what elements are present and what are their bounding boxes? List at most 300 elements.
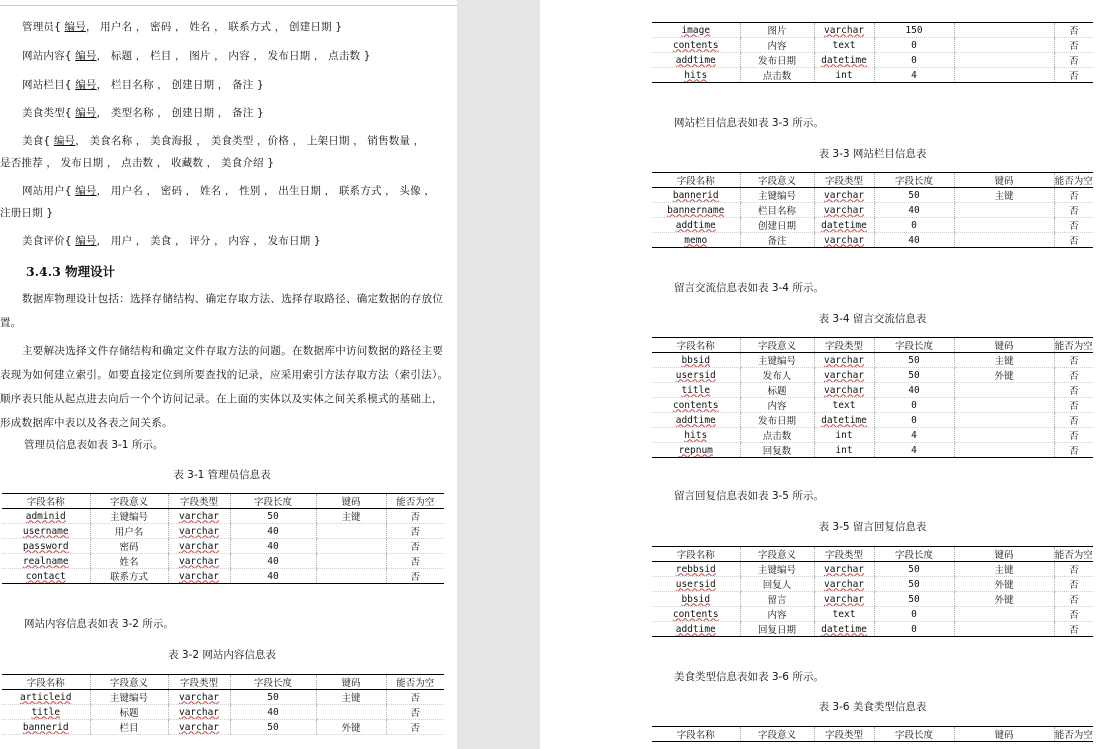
table-cell-box	[874, 592, 954, 607]
table-row	[2, 554, 444, 569]
food-type-table	[652, 726, 1093, 742]
table-cell-box	[874, 413, 954, 428]
table-cell: text	[832, 399, 856, 411]
entity-line	[0, 155, 450, 170]
entity-line	[0, 205, 450, 220]
table-cell: varchar	[823, 234, 865, 246]
table-cell: 否	[1068, 610, 1079, 621]
table-cell-box	[954, 577, 1054, 592]
table-cell-box	[230, 509, 316, 524]
table-cell: 40	[908, 204, 920, 216]
table-cell-box	[954, 428, 1054, 443]
table-cell-box	[386, 569, 444, 584]
column-header: 字段名称	[652, 727, 740, 742]
table-cell-box	[814, 562, 874, 577]
table-cell-box	[1054, 38, 1093, 53]
entity-key-field: 编号	[64, 21, 86, 33]
table-cell-box	[740, 68, 814, 83]
table-cell-box	[652, 233, 740, 248]
table-cell-box	[814, 218, 874, 233]
table-row	[652, 23, 1093, 38]
column-header: 字段类型	[814, 338, 874, 353]
table-cell: 40	[267, 706, 279, 718]
table-cell: 主键	[994, 191, 1014, 202]
table-cell: realname	[22, 555, 69, 567]
table-cell-box	[652, 218, 740, 233]
table-cell-box	[652, 577, 740, 592]
table-cell: 外键	[341, 723, 361, 734]
table-cell-box	[740, 428, 814, 443]
table-cell-box	[652, 413, 740, 428]
table-cell-box	[874, 23, 954, 38]
table-cell: contact	[25, 570, 66, 582]
table-cell: 栏目	[119, 723, 139, 734]
table-cell-box	[874, 398, 954, 413]
table-cell-box	[652, 398, 740, 413]
table-cell-box	[168, 509, 230, 524]
entity-key-field: 编号	[75, 185, 97, 197]
table-cell: 否	[1068, 625, 1079, 636]
table-cell-box	[2, 690, 90, 705]
entity-fields: ， 类型名称 ， 创建日期 ， 备注 }	[96, 107, 264, 119]
table-cell-box	[168, 705, 230, 720]
table-row	[2, 569, 444, 584]
table-cell: username	[22, 525, 69, 537]
table-cell-box	[954, 368, 1054, 383]
table-cell: 否	[1068, 221, 1079, 232]
table-header-row	[652, 173, 1093, 188]
column-header: 键码	[316, 494, 386, 509]
table-cell-box	[1054, 443, 1093, 458]
column-header: 字段名称	[652, 547, 740, 562]
table-cell-box	[316, 705, 386, 720]
entity-name: 网站栏目{	[22, 79, 76, 91]
table-cell-box	[1054, 203, 1093, 218]
table-cell: 主键	[994, 356, 1014, 367]
table-cell-box	[1054, 23, 1093, 38]
table-cell-box	[1054, 622, 1093, 637]
table-cell: 40	[267, 555, 279, 567]
table-cell: addtime	[675, 54, 716, 66]
table-cell-box	[874, 622, 954, 637]
table-cell-box	[740, 38, 814, 53]
table-cell-box	[874, 383, 954, 398]
table-cell-box	[954, 23, 1054, 38]
entity-key-field: 编号	[53, 135, 76, 147]
column-header: 能否为空	[386, 494, 444, 509]
table-cell-box	[874, 53, 954, 68]
table-cell: datetime	[821, 219, 867, 231]
entity-key-field: 编号	[75, 235, 97, 247]
table-cell-box	[652, 383, 740, 398]
table-caption: 表 3-3 网站栏目信息表	[818, 148, 927, 160]
table-cell-box	[814, 368, 874, 383]
table-cell: 50	[267, 510, 279, 522]
table-cell-box	[90, 720, 168, 735]
table-cell-box	[874, 577, 954, 592]
table-cell: 否	[410, 572, 420, 583]
table-cell-box	[386, 705, 444, 720]
entity-line	[22, 133, 457, 148]
column-header: 字段类型	[814, 727, 874, 742]
table-cell: varchar	[178, 525, 220, 537]
table-cell: 标题	[119, 708, 139, 719]
table-cell-box	[874, 443, 954, 458]
table-caption: 表 3-1 管理员信息表	[173, 469, 271, 481]
table-cell: 内容	[767, 41, 787, 52]
table-row	[2, 720, 444, 735]
column-header: 字段长度	[874, 173, 954, 188]
table-cell: 0	[911, 399, 917, 411]
table-cell: 回复数	[762, 446, 792, 457]
table-cell: 标题	[767, 386, 787, 397]
table-cell-box	[90, 554, 168, 569]
table-cell-box	[740, 607, 814, 622]
table-cell-box	[954, 38, 1054, 53]
table-cell-box	[316, 720, 386, 735]
table-cell: varchar	[178, 706, 220, 718]
column-header: 键码	[954, 338, 1054, 353]
table-cell: bannername	[667, 204, 725, 216]
table-cell: 否	[1068, 446, 1079, 457]
table-cell-box	[168, 720, 230, 735]
entity-key-field: 编号	[75, 79, 97, 91]
table-row	[652, 428, 1093, 443]
table-header-row	[652, 338, 1093, 353]
table-cell: contents	[672, 608, 719, 620]
table-cell: usersid	[675, 369, 716, 381]
table-cell: 否	[410, 557, 420, 568]
entity-name: 美食评价{	[22, 235, 76, 247]
table-cell: 回复人	[762, 580, 792, 591]
table-cell-box	[168, 539, 230, 554]
table-cell: 4	[911, 69, 917, 81]
table-cell: title	[681, 384, 711, 396]
table-cell-box	[652, 203, 740, 218]
table-cell: 发布日期	[757, 56, 796, 67]
table-cell-box	[874, 607, 954, 622]
table-cell-box	[90, 705, 168, 720]
table-cell-box	[954, 188, 1054, 203]
table-cell-box	[814, 592, 874, 607]
table-cell: 否	[1068, 565, 1079, 576]
article-table-continued	[652, 22, 1093, 83]
table-cell-box	[90, 524, 168, 539]
table-cell: 发布人	[762, 371, 792, 382]
table-row	[652, 53, 1093, 68]
table-cell: 40	[267, 540, 279, 552]
table-intro-note: 网站内容信息表如表 3-2 所示。	[24, 618, 174, 630]
column-header: 字段意义	[90, 494, 168, 509]
table-caption: 表 3-5 留言回复信息表	[818, 521, 927, 533]
table-cell: 否	[410, 527, 420, 538]
table-cell-box	[1054, 233, 1093, 248]
table-cell: 外键	[994, 580, 1014, 591]
table-cell-box	[740, 188, 814, 203]
table-cell: 回复日期	[757, 625, 796, 636]
table-cell: varchar	[823, 204, 865, 216]
table-cell-box	[652, 607, 740, 622]
table-cell: 否	[1068, 416, 1079, 427]
table-cell: 否	[410, 542, 420, 553]
table-row	[652, 383, 1093, 398]
table-cell-box	[740, 53, 814, 68]
table-cell-box	[954, 218, 1054, 233]
table-cell-box	[386, 690, 444, 705]
table-cell-box	[814, 443, 874, 458]
table-cell: 备注	[767, 236, 787, 247]
table-cell: repnum	[678, 444, 713, 456]
table-cell-box	[954, 607, 1054, 622]
table-cell-box	[90, 539, 168, 554]
table-cell: varchar	[823, 563, 865, 575]
table-cell-box	[230, 569, 316, 584]
table-cell-box	[954, 592, 1054, 607]
table-cell: 否	[1068, 236, 1079, 247]
table-row	[652, 607, 1093, 622]
entity-fields: ， 用户名 ， 密码 ， 姓名 ， 性别 ， 出生日期 ， 联系方式 ， 头像 ，	[96, 185, 436, 197]
column-header: 字段长度	[230, 675, 316, 690]
table-cell: 否	[410, 708, 420, 719]
table-cell-box	[740, 622, 814, 637]
table-cell: 否	[1068, 71, 1079, 82]
table-row	[652, 562, 1093, 577]
table-cell-box	[954, 353, 1054, 368]
entity-fields: ， 栏目名称 ， 创建日期 ， 备注 }	[96, 79, 264, 91]
table-intro-note: 管理员信息表如表 3-1 所示。	[24, 439, 164, 451]
table-cell: 否	[1068, 595, 1079, 606]
table-cell: 50	[908, 189, 920, 201]
table-cell: memo	[684, 234, 708, 246]
entity-line	[22, 183, 457, 198]
table-cell-box	[954, 233, 1054, 248]
column-header: 字段类型	[168, 494, 230, 509]
document-page-left	[0, 0, 457, 749]
table-cell: 50	[908, 578, 920, 590]
table-cell: 密码	[119, 542, 139, 553]
table-row	[652, 622, 1093, 637]
table-cell-box	[1054, 607, 1093, 622]
table-cell-box	[1054, 592, 1093, 607]
table-cell-box	[2, 569, 90, 584]
table-cell-box	[2, 539, 90, 554]
table-cell: varchar	[178, 570, 220, 582]
table-cell: 0	[911, 414, 917, 426]
table-row	[2, 509, 444, 524]
table-cell: bbsid	[681, 354, 711, 366]
table-cell: addtime	[675, 414, 716, 426]
table-cell-box	[954, 443, 1054, 458]
table-cell: datetime	[821, 414, 867, 426]
entity-key-field: 编号	[75, 50, 97, 62]
table-cell-box	[954, 383, 1054, 398]
table-cell: 40	[267, 570, 279, 582]
table-cell-box	[386, 509, 444, 524]
column-header: 字段名称	[652, 173, 740, 188]
entity-line	[22, 105, 457, 120]
table-cell-box	[740, 203, 814, 218]
table-cell-box	[740, 23, 814, 38]
table-cell: title	[31, 706, 61, 718]
table-cell-box	[1054, 398, 1093, 413]
table-cell-box	[652, 622, 740, 637]
table-cell: 否	[1068, 41, 1079, 52]
table-cell: varchar	[178, 721, 220, 733]
table-cell: bbsid	[681, 593, 711, 605]
table-cell-box	[814, 413, 874, 428]
table-cell: varchar	[823, 24, 865, 36]
table-cell-box	[814, 622, 874, 637]
bbs-table	[652, 337, 1093, 458]
column-header: 字段类型	[814, 547, 874, 562]
table-cell-box	[2, 554, 90, 569]
table-row	[652, 368, 1093, 383]
table-cell-box	[814, 233, 874, 248]
table-caption: 表 3-2 网站内容信息表	[168, 649, 276, 661]
table-header-row	[2, 494, 444, 509]
table-cell: 联系方式	[109, 572, 148, 583]
table-cell: 0	[911, 623, 917, 635]
table-row	[652, 203, 1093, 218]
table-cell-box	[230, 720, 316, 735]
table-cell: varchar	[823, 578, 865, 590]
entity-key-field: 编号	[75, 107, 97, 119]
table-cell: 4	[911, 444, 917, 456]
table-cell-box	[316, 509, 386, 524]
table-cell: 主键	[341, 693, 361, 704]
table-cell-box	[2, 720, 90, 735]
table-cell: 否	[1068, 580, 1079, 591]
column-header: 能否为空	[386, 675, 444, 690]
table-cell-box	[386, 524, 444, 539]
table-cell-box	[954, 562, 1054, 577]
table-intro-note: 留言交流信息表如表 3-4 所示。	[674, 282, 824, 294]
table-cell-box	[740, 592, 814, 607]
table-cell: 否	[1068, 356, 1079, 367]
table-cell-box	[230, 524, 316, 539]
table-cell: 否	[410, 693, 420, 704]
table-cell-box	[814, 577, 874, 592]
entity-line	[22, 77, 457, 92]
table-cell: 发布日期	[757, 416, 796, 427]
column-header: 字段名称	[652, 338, 740, 353]
table-header-row	[652, 547, 1093, 562]
table-cell: 点击数	[762, 431, 792, 442]
reply-table	[652, 546, 1093, 637]
table-cell-box	[1054, 413, 1093, 428]
table-cell: 50	[908, 354, 920, 366]
table-row	[652, 233, 1093, 248]
table-cell-box	[954, 622, 1054, 637]
table-cell: contents	[672, 39, 719, 51]
table-cell: 姓名	[119, 557, 139, 568]
table-cell-box	[168, 569, 230, 584]
table-cell-box	[814, 353, 874, 368]
table-header-row	[652, 727, 1093, 742]
table-cell-box	[954, 398, 1054, 413]
table-row	[2, 690, 444, 705]
column-header: 能否为空	[1054, 173, 1093, 188]
table-cell: 主键编号	[109, 693, 148, 704]
table-cell-box	[1054, 577, 1093, 592]
table-cell-box	[740, 383, 814, 398]
table-cell-box	[652, 443, 740, 458]
table-cell: varchar	[823, 593, 865, 605]
table-row	[652, 218, 1093, 233]
table-row	[2, 524, 444, 539]
table-row	[652, 443, 1093, 458]
table-cell-box	[230, 554, 316, 569]
table-cell-box	[652, 38, 740, 53]
table-cell: varchar	[178, 691, 220, 703]
table-cell: hits	[684, 429, 708, 441]
table-cell: datetime	[821, 623, 867, 635]
table-cell-box	[874, 188, 954, 203]
table-cell: 否	[1068, 401, 1079, 412]
table-cell-box	[1054, 562, 1093, 577]
table-cell-box	[90, 569, 168, 584]
table-cell: 栏目名称	[757, 206, 796, 217]
article-table	[2, 674, 444, 735]
table-cell-box	[954, 53, 1054, 68]
table-row	[652, 188, 1093, 203]
table-row	[652, 413, 1093, 428]
table-cell-box	[386, 554, 444, 569]
table-cell: 否	[1068, 191, 1079, 202]
table-cell: 主键编号	[109, 512, 148, 523]
table-cell: 内容	[767, 401, 787, 412]
table-cell-box	[652, 53, 740, 68]
table-cell-box	[652, 353, 740, 368]
table-cell: varchar	[178, 510, 220, 522]
column-header: 字段意义	[740, 727, 814, 742]
table-cell-box	[740, 398, 814, 413]
table-cell: int	[835, 444, 853, 456]
table-cell-box	[386, 539, 444, 554]
table-cell-box	[652, 562, 740, 577]
table-cell-box	[814, 23, 874, 38]
table-cell-box	[652, 68, 740, 83]
table-cell-box	[814, 607, 874, 622]
table-cell: 图片	[767, 26, 787, 37]
table-cell-box	[740, 368, 814, 383]
table-cell: 否	[410, 512, 420, 523]
table-cell-box	[954, 413, 1054, 428]
column-header: 字段长度	[874, 727, 954, 742]
entity-name: 美食{	[22, 135, 54, 147]
table-cell: 外键	[994, 371, 1014, 382]
table-cell: 否	[1068, 371, 1079, 382]
table-cell-box	[316, 539, 386, 554]
table-cell: 0	[911, 54, 917, 66]
table-cell: 主键编号	[757, 356, 796, 367]
page-top-border	[0, 5, 457, 6]
column-header: 字段意义	[740, 547, 814, 562]
table-cell-box	[652, 23, 740, 38]
table-intro-note: 留言回复信息表如表 3-5 所示。	[674, 490, 824, 502]
table-cell: hits	[684, 69, 708, 81]
column-header: 字段长度	[874, 338, 954, 353]
table-cell: 否	[410, 723, 420, 734]
document-page-right	[540, 0, 1096, 749]
column-header: 键码	[954, 173, 1054, 188]
table-cell-box	[814, 383, 874, 398]
table-cell-box	[168, 554, 230, 569]
table-cell: articleid	[20, 691, 72, 703]
table-cell: 40	[267, 525, 279, 537]
entity-fields: 是否推荐 ， 发布日期 ， 点击数 ， 收藏数 ， 美食介绍 }	[0, 157, 275, 169]
table-cell: 外键	[994, 595, 1014, 606]
